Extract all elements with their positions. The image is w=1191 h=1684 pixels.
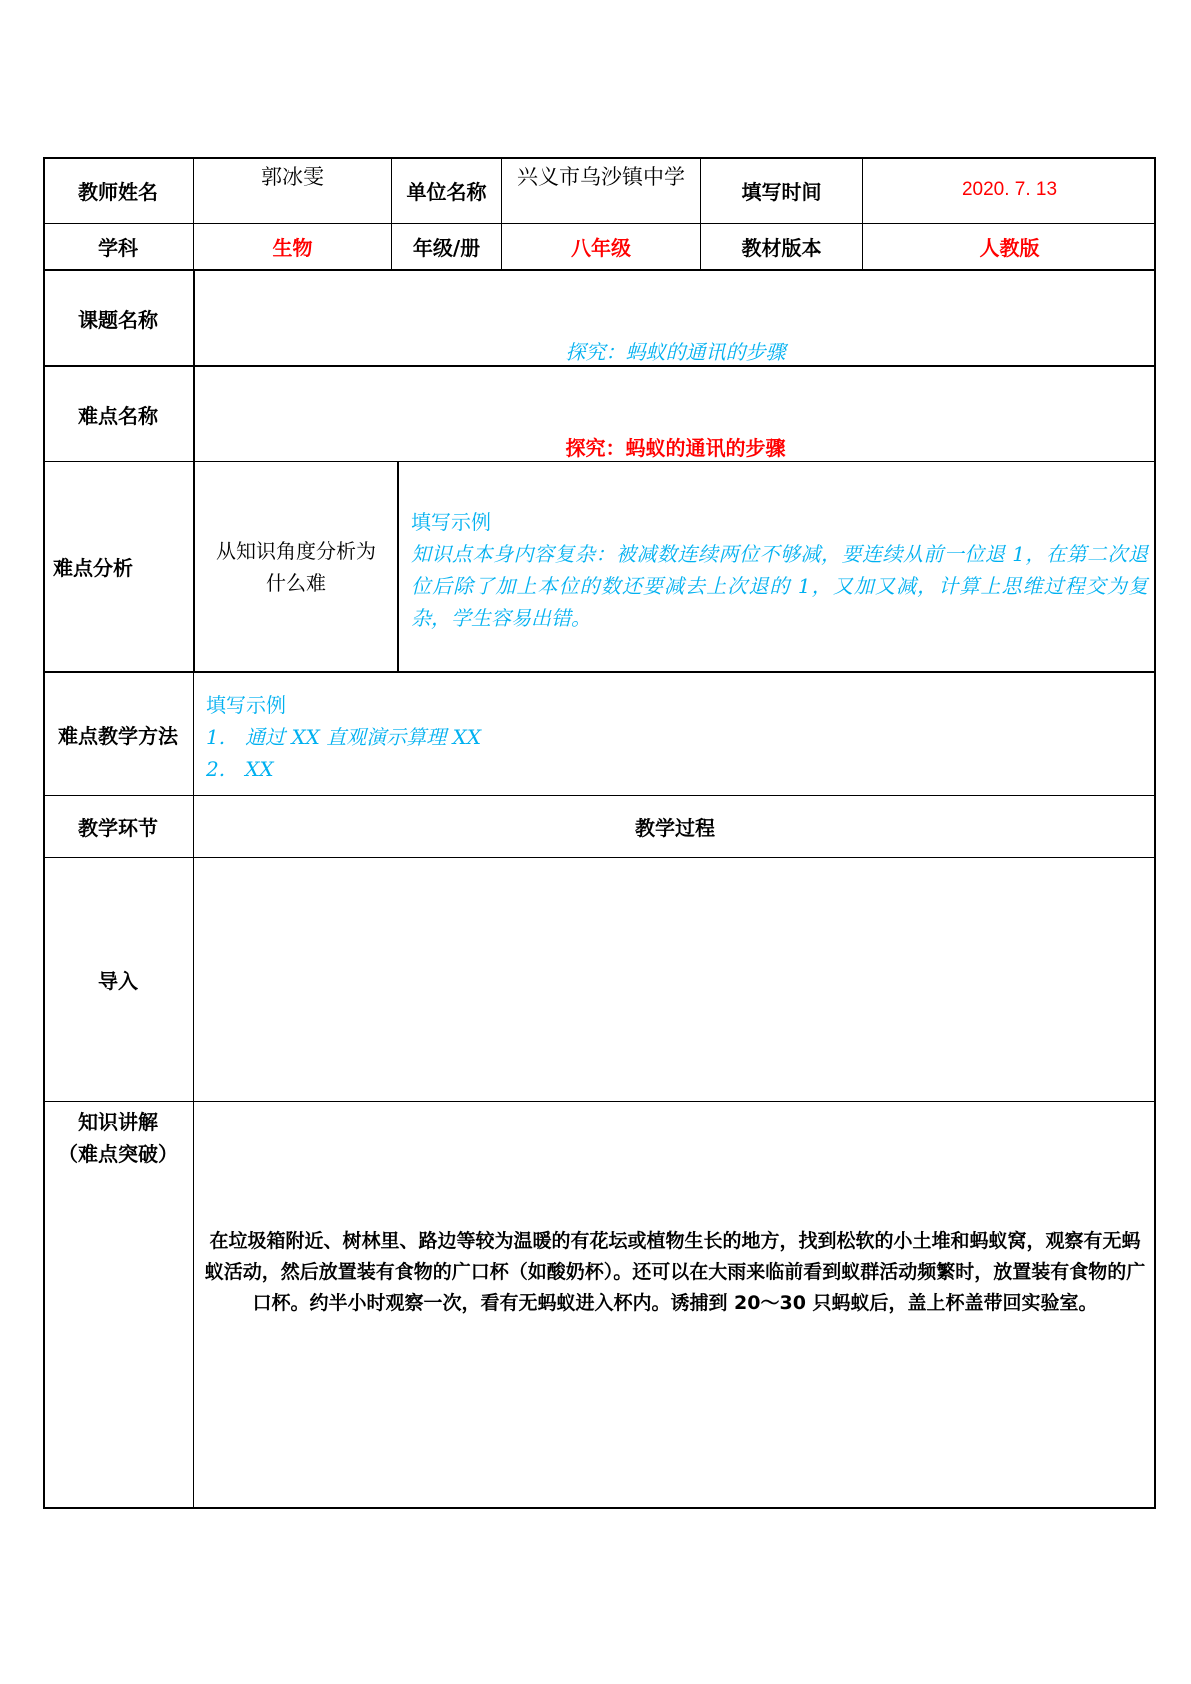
explain-content: 在垃圾箱附近、树林里、路边等较为温暖的有花坛或植物生长的地方，找到松软的小土堆和蚂蚁窝，观察有无蚂蚁活动，然后放置装有食物的广口杯（如酸奶杯）。还可以在大雨来临前看到蚁群活动频繁时，放置装有食物的广口杯。约半小时观察一次，看有无蚂蚁进入杯内。诱捕到 20～30 只蚂蚁后，盖上杯盖带回实验室。 [204,1230,1146,1314]
analysis-example-title: 填写示例 [411,510,491,534]
analysis-example-text: 知识点本身内容复杂：被减数连续两位不够减，要连续从前一位退 1，在第二次退位后除了加上本位的数还要减去上次退的 1，又加又减，计算上思维过程交为复杂，学生容易出错。 [411,542,1148,630]
edition-label: 教材版本 [700,223,862,269]
analysis-label: 难点分析 [43,461,193,671]
difficulty-label: 难点名称 [43,365,193,461]
method-example-title: 填写示例 [206,693,286,717]
unit-label: 单位名称 [391,157,501,223]
method-item: 1. 通过 XX 直观演示算理 XX [206,725,482,749]
subject-value: 生物 [193,223,391,269]
analysis-example-cell [397,461,1156,671]
intro-content [193,857,1156,1101]
intro-label: 导入 [43,857,193,1101]
method-cell [193,671,1156,795]
grade-value: 八年级 [501,223,700,269]
lesson-plan-table [43,157,1156,1509]
stage-label: 教学环节 [43,795,193,857]
teacher-name-label: 教师姓名 [78,179,158,204]
analysis-sublabel: 从知识角度分析为什么难 [193,461,397,671]
grade-label: 年级/册 [391,223,501,269]
topic-value-cell [193,269,1156,365]
difficulty-value: 探究：蚂蚁的通讯的步骤 [565,436,786,460]
date-value: 2020. 7. 13 [862,157,1156,223]
topic-label: 课题名称 [43,269,193,365]
method-label: 难点教学方法 [43,671,193,795]
process-label: 教学过程 [193,795,1156,857]
difficulty-value-cell [193,365,1156,461]
explain-label-sub: （难点突破） [58,1142,178,1166]
method-item: 2. XX [206,757,274,781]
explain-label-cell [43,1101,193,1509]
topic-value: 探究：蚂蚁的通讯的步骤 [565,340,786,364]
subject-label: 学科 [43,223,193,269]
explain-content-cell [193,1101,1156,1509]
explain-label: 知识讲解 [78,1110,158,1134]
edition-value: 人教版 [862,223,1156,269]
unit-value: 兴义市乌沙镇中学 [501,157,700,223]
date-label: 填写时间 [700,157,862,223]
teacher-name-value: 郭冰雯 [193,157,391,223]
